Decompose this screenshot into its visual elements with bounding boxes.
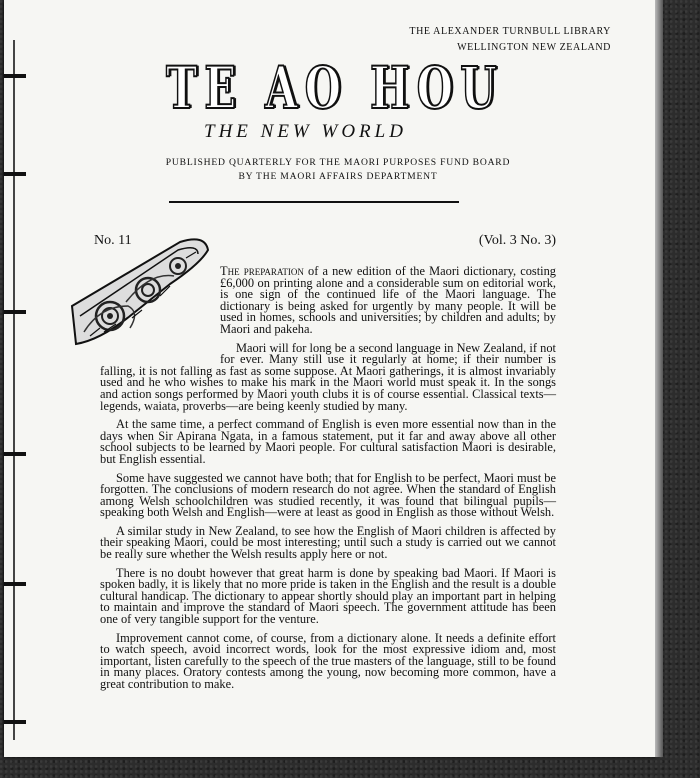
article-paragraph: There is no doubt however that great harm is done by speaking bad Maori. If Maori is spoken badly, it is likely that no more pride is taken in the English and the result is a double cultural handicap. The dictionary to appear shortly should play an important part in helping to maintain and improve the standard of Maori speech. The government attitude has been one of very tangible support for the venture. (100, 565, 556, 627)
article-body (100, 266, 556, 698)
masthead-subtitle: THE NEW WORLD (204, 121, 407, 142)
article-paragraph: Improvement cannot come, of course, from a dictionary alone. It needs a definite effort to watch speech, avoid incorrect words, look for the most expressive idiom and, most important, listen carefully to the speech of the true masters of the language, still to be found in many places. Oratory contests among the young, now becoming more common, have a great contribution to make. (100, 630, 556, 691)
article-paragraph: At the same time, a perfect command of English is even more essential now than in the days when Sir Apirana Ngata, in a famous statement, put it far and away above all other school subjects to be learned by Maori people. For cultural satisfaction Maori is desirable, but English essential. (100, 417, 556, 466)
article-paragraph: Some have suggested we cannot have both; that for English to be perfect, Maori must be forgotten. The conclusions of modern research do not agree. When the standard of English among Welsh schoolchildren was studied recently, it was found that bilingual pupils—speaking both Welsh and English—were at least as good in English as those without Welsh. (100, 470, 556, 520)
article-paragraph: The preparation of a new edition of the Maori dictionary, costing £6,000 on printing alone and a considerable sum on editorial work, is one sign of the continued life of the Maori language. The dictionary is being asked for urgently by many people. It will be used in homes, schools and universities; by children and adults; by Maori and pakeha. (220, 264, 556, 336)
staple (4, 582, 26, 586)
volume-number: (Vol. 3 No. 3) (478, 233, 556, 248)
issue-number: No. 11 (94, 233, 132, 248)
staple (4, 452, 26, 456)
staple (4, 310, 26, 314)
library-stamp (409, 24, 611, 56)
staple (4, 172, 26, 176)
masthead-title: TE AO HOU (166, 54, 504, 122)
library-location: WELLINGTON NEW ZEALAND (457, 42, 611, 53)
library-name: THE ALEXANDER TURNBULL LIBRARY (409, 26, 611, 37)
article-paragraph: Maori will for long be a second language in New Zealand, if not for ever. Many still use it regularly at home; if their number is falling, it is not falling as fast as some suppose. At Maori gatherings, it is almost invariably used and he who wishes to make his mark in the Maori world must speak it. In the songs and action songs performed by Maori youth clubs it is of course essential. Classical texts—legends, waiata, proverbs—are being keenly studied by many. (100, 340, 556, 413)
divider-rule (169, 201, 459, 203)
article-paragraph: A similar study in New Zealand, to see how the English of Maori children is affected by their speaking Maori, could be most interesting; until such a study is carried out we cannot be really sure whether the Welsh results apply here or not. (100, 523, 556, 562)
publisher-line-2: BY THE MAORI AFFAIRS DEPARTMENT (238, 171, 438, 182)
publisher-line-1: PUBLISHED QUARTERLY FOR THE MAORI PURPOSES FUND BOARD (165, 157, 511, 168)
staple (4, 720, 26, 724)
staple (4, 74, 26, 78)
binding-edge (4, 0, 32, 757)
lead-in-caps: The preparation (220, 264, 304, 278)
page-edge (655, 0, 663, 757)
publisher-info (104, 156, 572, 184)
magazine-page (4, 0, 656, 757)
